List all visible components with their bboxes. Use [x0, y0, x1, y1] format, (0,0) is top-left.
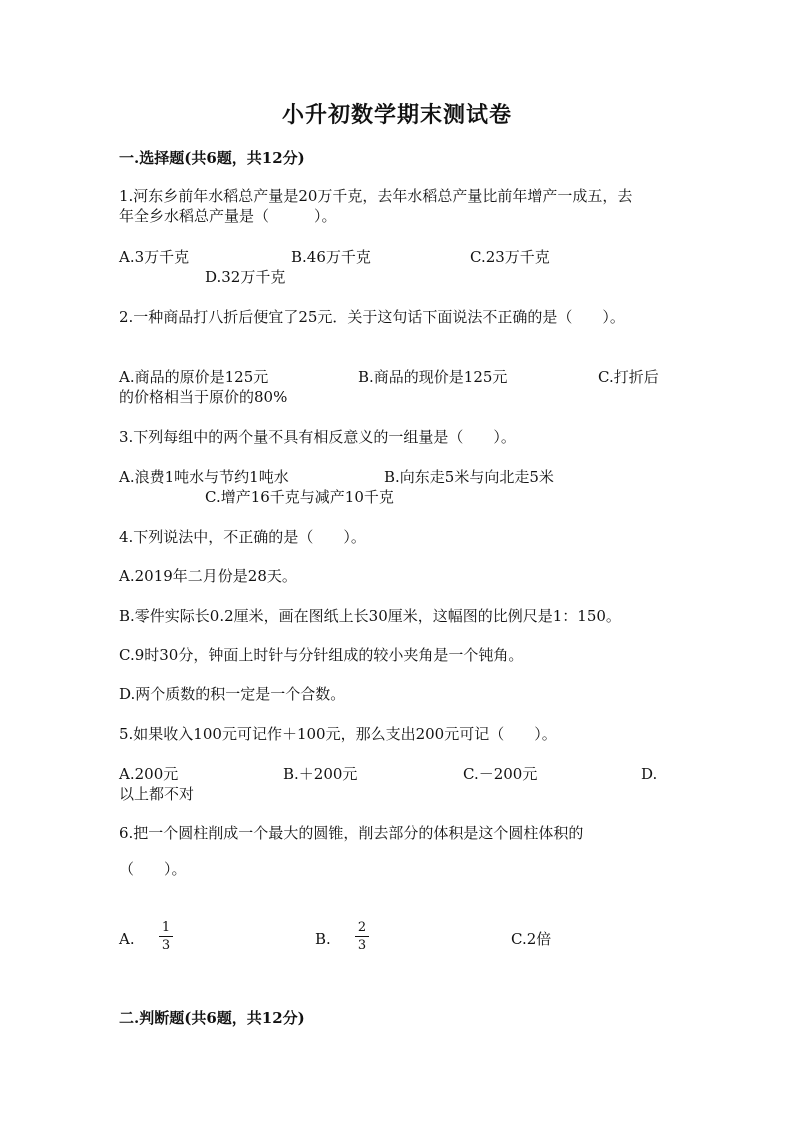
question-5-option-d: D.	[641, 765, 658, 783]
question-2-option-a: A.商品的原价是125元	[119, 368, 269, 386]
question-1-line-2: 年全乡水稻总产量是（ ）。	[119, 207, 337, 225]
question-5-option-a: A.200元	[119, 765, 179, 783]
question-4-option-d: D.两个质数的积一定是一个合数。	[119, 685, 346, 703]
question-6-option-c: C.2倍	[511, 930, 552, 948]
question-6-option-b-label: B.	[315, 930, 331, 948]
question-2-option-c: C.打折后	[598, 368, 659, 386]
fraction-numerator: 2	[357, 920, 367, 935]
question-6-line-1: 6.把一个圆柱削成一个最大的圆锥，削去部分的体积是这个圆柱体积的	[119, 824, 584, 842]
question-5-line-1: 5.如果收入100元可记作＋100元，那么支出200元可记（ ）。	[119, 725, 557, 743]
question-3-option-b: B.向东走5米与向北走5米	[384, 468, 554, 486]
fraction-bar	[355, 936, 369, 937]
fraction-denominator: 3	[357, 938, 367, 953]
question-4-option-b: B.零件实际长0.2厘米，画在图纸上长30厘米，这幅图的比例尺是1：150。	[119, 607, 621, 625]
page-title: 小升初数学期末测试卷	[281, 102, 512, 128]
question-5-option-c: C.－200元	[463, 765, 538, 783]
question-1-line-1: 1.河东乡前年水稻总产量是20万千克，去年水稻总产量比前年增产一成五，去	[119, 187, 633, 205]
fraction-bar	[159, 936, 173, 937]
fraction-denominator: 3	[161, 938, 171, 953]
question-6-line-2: （ ）。	[119, 860, 187, 878]
question-6-option-a-label: A.	[119, 930, 135, 948]
question-6-option-a-fraction	[159, 920, 173, 953]
fraction-numerator: 1	[161, 920, 171, 935]
question-5-option-b: B.＋200元	[283, 765, 358, 783]
question-2-option-b: B.商品的现价是125元	[358, 368, 508, 386]
question-2-line-1: 2.一种商品打八折后便宜了25元．关于这句话下面说法不正确的是（ ）。	[119, 308, 625, 326]
question-5-option-d-continued: 以上都不对	[119, 785, 195, 803]
question-4-option-c: C.9时30分，钟面上时针与分针组成的较小夹角是一个钝角。	[119, 646, 524, 664]
question-1-option-b: B.46万千克	[291, 248, 371, 266]
section-1-heading: 一.选择题(共6题，共12分)	[119, 149, 305, 167]
question-1-option-c: C.23万千克	[470, 248, 550, 266]
question-1-option-a: A.3万千克	[119, 248, 190, 266]
question-3-line-1: 3.下列每组中的两个量不具有相反意义的一组量是（ ）。	[119, 428, 516, 446]
question-3-option-c: C.增产16千克与减产10千克	[205, 488, 394, 506]
question-6-option-b-fraction	[355, 920, 369, 953]
question-1-option-d: D.32万千克	[205, 268, 286, 286]
question-4-option-a: A.2019年二月份是28天。	[119, 567, 297, 585]
section-2-heading: 二.判断题(共6题，共12分)	[119, 1009, 305, 1027]
question-3-option-a: A.浪费1吨水与节约1吨水	[119, 468, 289, 486]
question-4-line-1: 4.下列说法中，不正确的是（ ）。	[119, 528, 366, 546]
question-2-option-c-continued: 的价格相当于原价的80%	[119, 388, 288, 406]
